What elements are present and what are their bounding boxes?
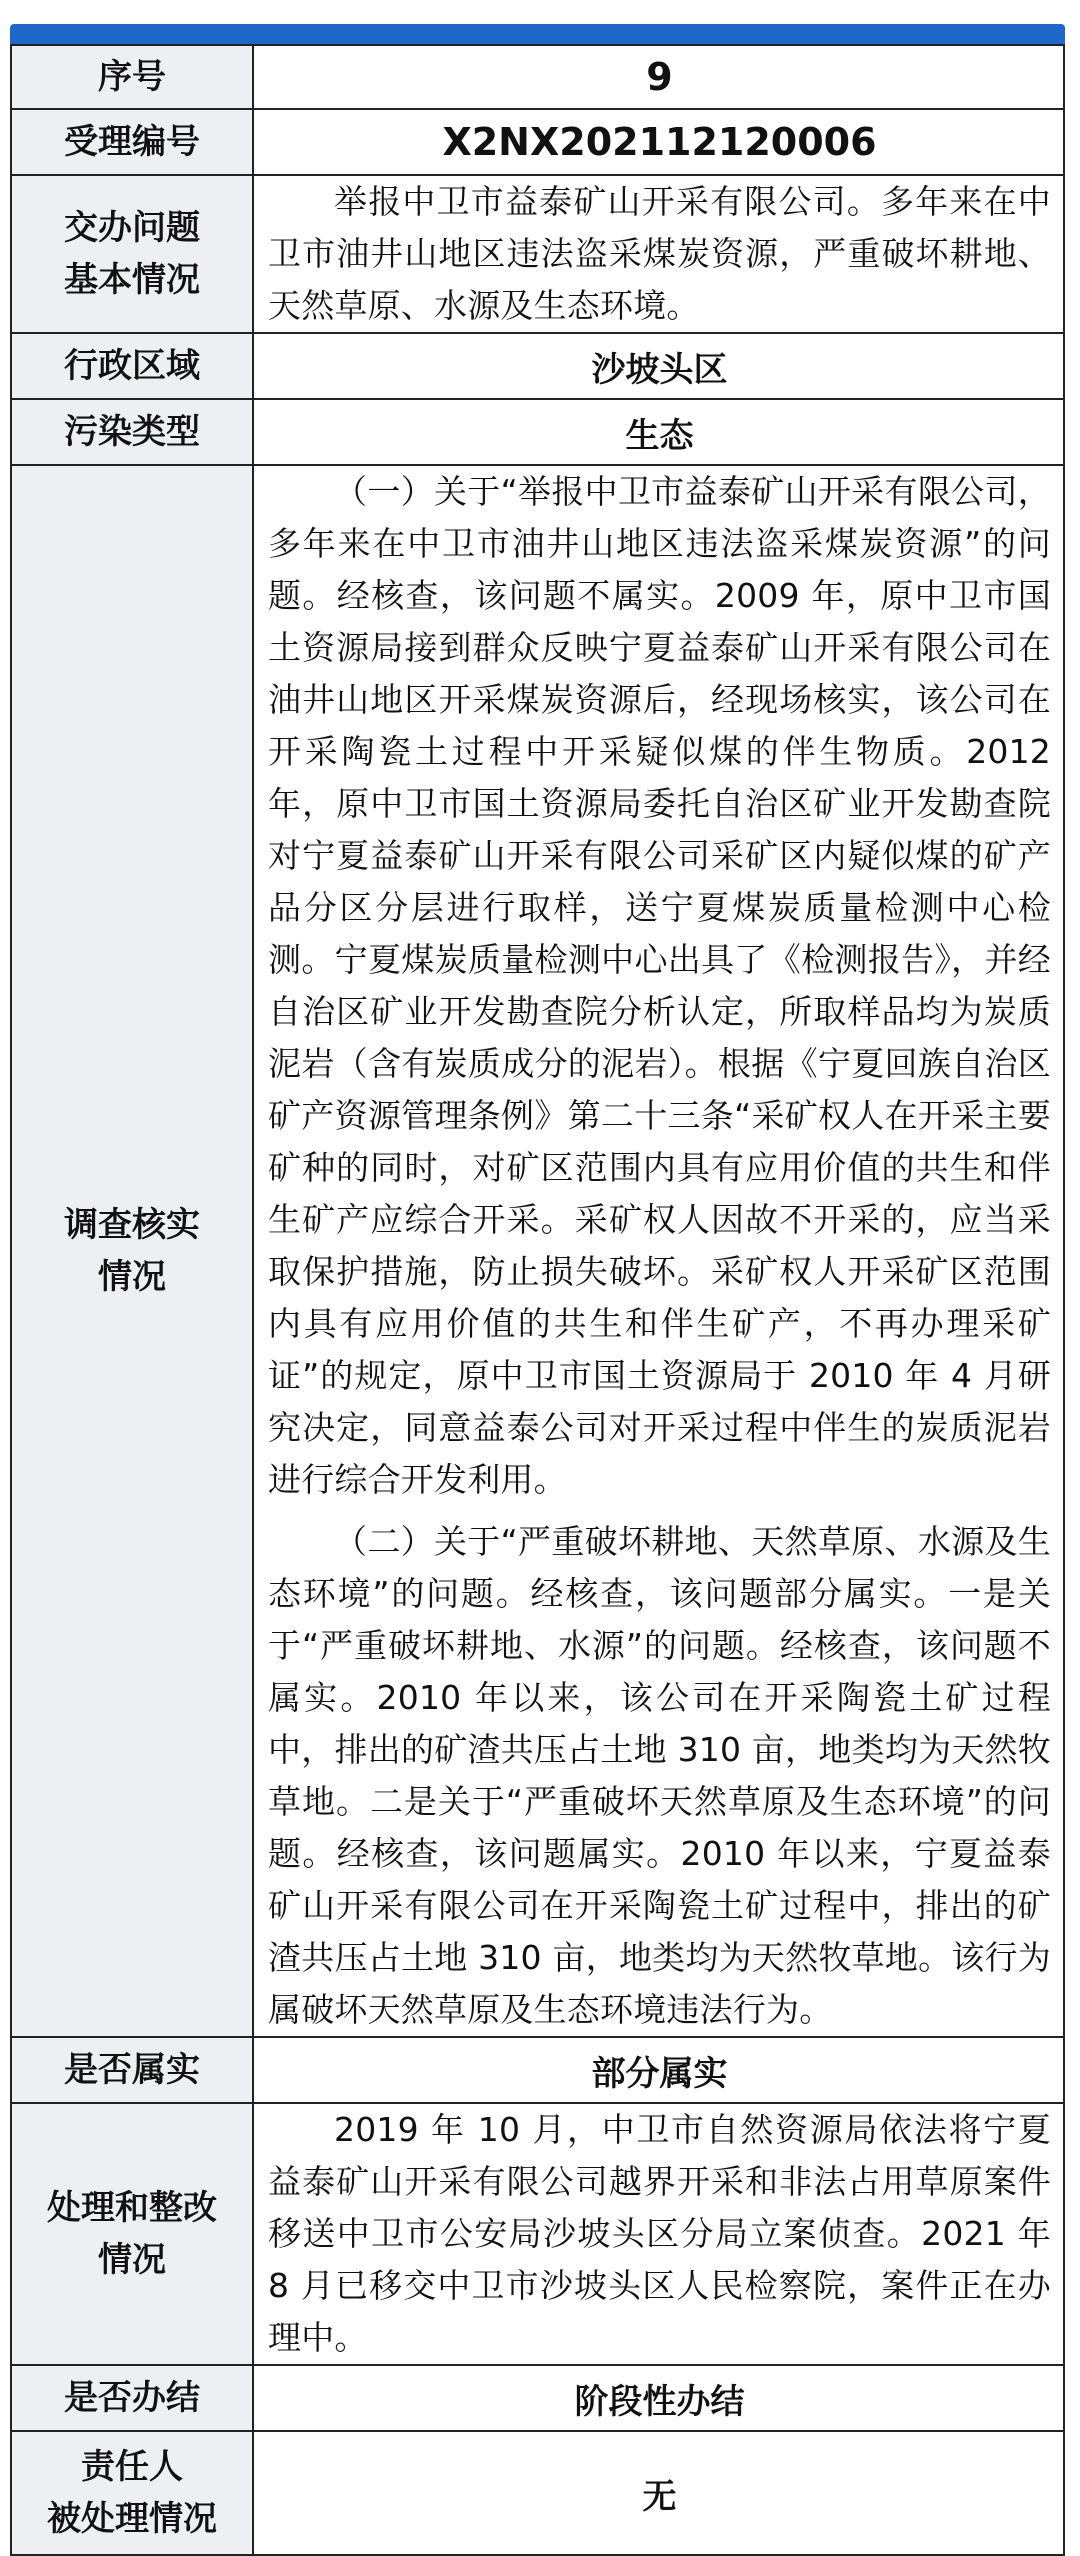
row-acceptance-no [11, 109, 1064, 175]
basic-info-label-line1: 交办问题 [64, 208, 200, 248]
accountability-value: 无 [253, 2431, 1064, 2555]
handling-label-line1: 处理和整改 [47, 2188, 217, 2228]
basic-info-label [11, 175, 253, 333]
handling-label [11, 2103, 253, 2365]
case-table [10, 44, 1065, 2556]
is-true-label: 是否属实 [11, 2037, 253, 2103]
investigation-paragraph-2: （二）关于“严重破坏耕地、天然草原、水源及生态环境”的问题。经核查，该问题部分属实。一是关于“严重破坏耕地、水源”的问题。经核查，该问题不属实。2010 年以来，该公司在开采陶瓷土矿过程中，排出的矿渣共压占土地 310 亩，地类均为天然牧草地。二是关于“严重破坏天然草原及生态环境”的问题。经核查，该问题属实。2010 年以来，宁夏益泰矿山开采有限公司在开采陶瓷土矿过程中，排出的矿渣共压占土地 310 亩，地类均为天然牧草地。该行为属破坏天然草原及生态环境违法行为。 [268, 1522, 1051, 2029]
row-accountability [11, 2431, 1064, 2555]
investigation-label-line1: 调查核实 [64, 1205, 200, 1245]
row-serial [11, 45, 1064, 109]
row-region [11, 333, 1064, 399]
investigation-label [11, 465, 253, 2037]
pollution-type-label: 污染类型 [11, 399, 253, 465]
handling-text: 2019 年 10 月，中卫市自然资源局依法将宁夏益泰矿山开采有限公司越界开采和非法占用草原案件移送中卫市公安局沙坡头区分局立案侦查。2021 年 8 月已移交中卫市沙坡头区人民检察院，案件正在办理中。 [268, 2110, 1051, 2357]
row-pollution-type [11, 399, 1064, 465]
is-closed-label: 是否办结 [11, 2365, 253, 2431]
investigation-value [253, 465, 1064, 2037]
accountability-label-line2: 被处理情况 [47, 2499, 217, 2539]
basic-info-value [253, 175, 1064, 333]
acceptance-no-value: X2NX202112120006 [253, 109, 1064, 175]
basic-info-text: 举报中卫市益泰矿山开采有限公司。多年来在中卫市油井山地区违法盗采煤炭资源，严重破坏耕地、天然草原、水源及生态环境。 [268, 182, 1051, 325]
investigation-paragraph-1: （一）关于“举报中卫市益泰矿山开采有限公司，多年来在中卫市油井山地区违法盗采煤炭资源”的问题。经核查，该问题不属实。2009 年，原中卫市国土资源局接到群众反映宁夏益泰矿山开采有限公司在油井山地区开采煤炭资源后，经现场核实，该公司在开采陶瓷土过程中开采疑似煤的伴生物质。2012 年，原中卫市国土资源局委托自治区矿业开发勘查院对宁夏益泰矿山开采有限公司采矿区内疑似煤的矿产品分区分层进行取样，送宁夏煤炭质量检测中心检测。宁夏煤炭质量检测中心出具了《检测报告》，并经自治区矿业开发勘查院分析认定，所取样品均为炭质泥岩（含有炭质成分的泥岩）。根据《宁夏回族自治区矿产资源管理条例》第二十三条“采矿权人在开采主要矿种的同时，对矿区范围内具有应用价值的共生和伴生矿产应综合开采。采矿权人因故不开采的，应当采取保护措施，防止损失破坏。采矿权人开采矿区范围内具有应用价值的共生和伴生矿产，不再办理采矿证”的规定，原中卫市国土资源局于 2010 年 4 月研究决定，同意益泰公司对开采过程中伴生的炭质泥岩进行综合开发利用。 [268, 472, 1051, 1499]
serial-label: 序号 [11, 45, 253, 109]
handling-value [253, 2103, 1064, 2365]
accountability-label [11, 2431, 253, 2555]
row-is-true [11, 2037, 1064, 2103]
basic-info-label-line2: 基本情况 [64, 260, 200, 300]
row-investigation [11, 465, 1064, 2037]
is-true-value: 部分属实 [253, 2037, 1064, 2103]
accountability-label-line1: 责任人 [81, 2447, 183, 2487]
row-is-closed [11, 2365, 1064, 2431]
row-basic-info [11, 175, 1064, 333]
investigation-label-line2: 情况 [98, 1257, 166, 1297]
is-closed-value: 阶段性办结 [253, 2365, 1064, 2431]
region-label: 行政区域 [11, 333, 253, 399]
pollution-type-value: 生态 [253, 399, 1064, 465]
region-value: 沙坡头区 [253, 333, 1064, 399]
handling-label-line2: 情况 [98, 2240, 166, 2280]
serial-value: 9 [253, 45, 1064, 109]
header-accent-bar [10, 24, 1065, 44]
row-handling [11, 2103, 1064, 2365]
acceptance-no-label: 受理编号 [11, 109, 253, 175]
